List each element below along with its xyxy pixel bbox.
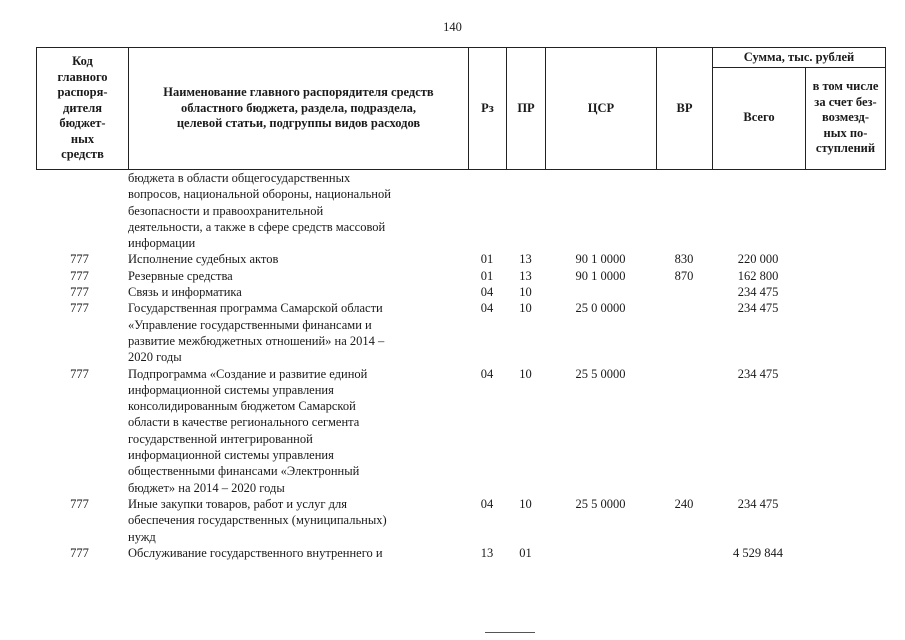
row-total: 220 000	[737, 252, 779, 267]
row-total: 234 475	[737, 366, 779, 381]
row-code: 777	[70, 366, 89, 381]
row-total: 234 475	[737, 301, 779, 316]
row-code: 777	[70, 496, 89, 511]
row-name-line: Иные закупки товаров, работ и услуг для	[128, 496, 348, 511]
row-code: 777	[70, 285, 89, 300]
row-name-line: обеспечения государственных (муниципальных)	[128, 513, 387, 528]
row-name	[128, 366, 462, 496]
row-code: 777	[70, 252, 89, 267]
row-pr: 10	[519, 285, 532, 300]
header-csr: ЦСР	[545, 47, 656, 169]
table-row	[36, 545, 886, 561]
row-name-line: бюджета в области общегосударственных	[128, 171, 351, 185]
row-vr: 870	[674, 268, 694, 283]
row-csr: 25 0 0000	[575, 301, 626, 316]
row-csr: 90 1 0000	[575, 252, 626, 267]
row-name	[128, 251, 462, 267]
row-name	[128, 496, 462, 545]
row-pr: 10	[519, 496, 532, 511]
row-rz: 04	[480, 496, 494, 511]
header-name	[128, 47, 468, 169]
row-name-line: консолидированным бюджетом Самарской	[128, 399, 356, 414]
header-code	[36, 47, 128, 169]
table-row	[36, 170, 886, 251]
row-csr: 25 5 0000	[575, 366, 626, 381]
table-row	[36, 268, 886, 284]
row-rz: 01	[480, 252, 494, 267]
row-name-line: вопросов, национальной обороны, национальной	[128, 187, 391, 202]
row-name-line: области в качестве регионального сегмента	[128, 415, 360, 430]
row-code: 777	[70, 545, 89, 560]
row-name	[128, 545, 462, 561]
row-pr: 10	[519, 366, 532, 381]
row-name-line: Подпрограмма «Создание и развитие единой	[128, 366, 368, 381]
header-gratis: в том числе за счет без- возмезд- ных по- ступлений	[805, 67, 885, 169]
row-code: 777	[70, 268, 89, 283]
header-pr: ПР	[506, 47, 545, 169]
table-row	[36, 366, 886, 496]
table-row	[36, 300, 886, 365]
row-pr: 13	[519, 252, 532, 267]
row-total: 162 800	[737, 268, 779, 283]
row-vr: 240	[674, 496, 694, 511]
header-sum-title: Сумма, тыс. рублей	[713, 48, 885, 68]
header-vr: ВР	[656, 47, 712, 169]
row-name-line: нужд	[128, 529, 156, 544]
row-pr: 13	[519, 268, 532, 283]
row-rz: 04	[480, 285, 494, 300]
row-name-line: деятельности, а также в сфере средств массовой	[128, 219, 386, 234]
row-name	[128, 284, 462, 300]
table-row	[36, 251, 886, 267]
row-name-line: информационной системы управления	[128, 382, 334, 397]
row-name	[128, 170, 462, 251]
row-rz: 13	[480, 545, 494, 560]
table-body	[36, 170, 886, 561]
row-name-line: развитие межбюджетных отношений» на 2014 –	[128, 333, 385, 348]
header-sum-group	[712, 47, 886, 169]
row-name-line: «Управление государственными финансами и	[128, 317, 372, 332]
row-total: 234 475	[737, 285, 779, 300]
header-rz: Рз	[468, 47, 506, 169]
row-pr: 10	[519, 301, 532, 316]
header-code-text: Код главного распоря- дителя бюджет- ных средств	[57, 54, 108, 162]
row-name-line: бюджет» на 2014 – 2020 годы	[128, 480, 285, 495]
row-name-line: Связь и информатика	[128, 285, 242, 300]
row-name-line: безопасности и правоохранительной	[128, 203, 324, 218]
table-header	[36, 47, 886, 170]
row-name-line: Государственная программа Самарской области	[128, 301, 383, 316]
row-name-line: Обслуживание государственного внутреннего и	[128, 545, 383, 560]
row-csr: 90 1 0000	[575, 268, 626, 283]
row-name-line: информации	[128, 236, 196, 251]
row-name-line: общественными финансами «Электронный	[128, 464, 360, 479]
row-name-line: 2020 годы	[128, 350, 182, 365]
row-pr: 01	[519, 545, 532, 560]
row-name-line: государственной интегрированной	[128, 431, 313, 446]
row-total: 234 475	[737, 496, 779, 511]
row-rz: 04	[480, 301, 494, 316]
row-rz: 04	[480, 366, 494, 381]
header-total: Всего	[743, 110, 775, 125]
row-name	[128, 268, 462, 284]
row-name	[128, 300, 462, 365]
row-total: 4 529 844	[733, 545, 783, 560]
footer-rule	[485, 632, 535, 633]
row-rz: 01	[480, 268, 494, 283]
row-vr: 830	[674, 252, 694, 267]
table-row	[36, 496, 886, 545]
header-name-text: Наименование главного распорядителя средств областного бюджета, раздела, подраздела, целевой статьи, подгруппы видов расходов	[163, 85, 434, 131]
row-name-line: информационной системы управления	[128, 448, 334, 463]
row-name-line: Исполнение судебных актов	[128, 252, 279, 267]
row-name-line: Резервные средства	[128, 268, 233, 283]
row-code: 777	[70, 301, 89, 316]
page-number: 140	[443, 20, 462, 34]
row-csr: 25 5 0000	[575, 496, 626, 511]
budget-table	[36, 47, 886, 561]
table-row	[36, 284, 886, 300]
